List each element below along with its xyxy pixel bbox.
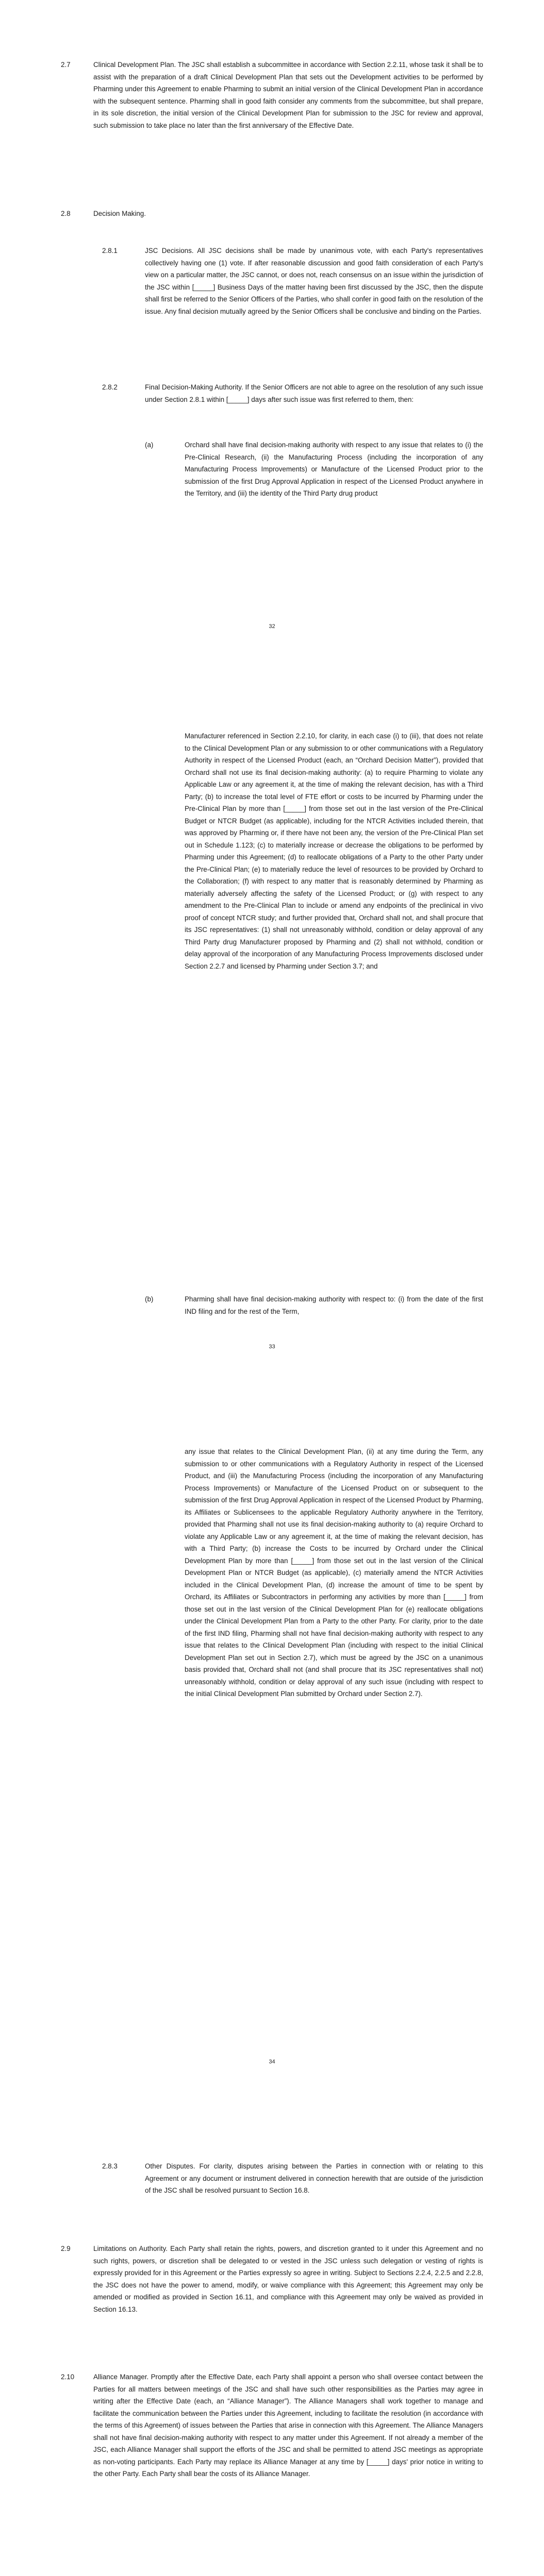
section-2-8-1-number: 2.8.1 — [102, 247, 118, 255]
clause-a-text-part1: Orchard shall have final decision-making authority with respect to any issue that relates to (i) the Pre-Clinical Research, (ii) the Manufacturing Process (including the incorporation of any Manufacturing Process Improvements) or Manufacture of the Licensed Product prior to the submission of the first Drug Approval Application in respect of the Licensed Product anywhere in the Territory, and (iii) the identity of the Third Party drug product — [185, 441, 483, 497]
clause-b-number: (b) — [145, 1295, 154, 1303]
section-2-8-1-text: JSC Decisions. All JSC decisions shall be made by unanimous vote, with each Party's representatives collectively having one (1) vote. If after reasonable discussion and good faith consideration of each Party's view on a particular matter, the JSC cannot, or does not, reach consensus on an issue within the jurisdiction of the JSC within [_____] Business Days of the matter having been first discussed by the JSC, then the dispute shall first be referred to the Senior Officers of the Parties, who shall confer in good faith on the resolution of the issue. Any final decision mutually agreed by the Senior Officers shall be conclusive and binding on the Parties. — [145, 247, 483, 315]
page-number: 33 — [269, 1344, 275, 1350]
section-2-8-3-text: Other Disputes. For clarity, disputes arising between the Parties in connection with or relating to this Agreement or any document or instrument delivered in connection herewith that are outside of the jurisdiction of the JSC shall be resolved pursuant to Section 16.8. — [145, 2162, 483, 2194]
section-2-8-3-number: 2.8.3 — [102, 2162, 118, 2170]
section-2-8-2-text: Final Decision-Making Authority. If the Senior Officers are not able to agree on the resolution of any such issue under Section 2.8.1 within [_____] days after such issue was first referred to them, then: — [145, 383, 483, 403]
section-2-10-text: Alliance Manager. Promptly after the Effective Date, each Party shall appoint a person who shall oversee contact between the Parties for all matters between meetings of the JSC and shall have such other responsibilities as the Parties may agree in writing after the Effective Date (each, an “Alliance Manager”). The Alliance Managers shall work together to manage and facilitate the communication between the Parties under this Agreement, including to facilitate the resolution (in accordance with the terms of this Agreement) of issues between the Parties that arise in connection with this Agreement. The Alliance Managers shall not have final decision-making authority with respect to any matter under this Agreement. If not already a member of the JSC, each Alliance Manager shall support the efforts of the JSC and shall be permitted to attend JSC meetings as appropriate as non-voting participants. Each Party may replace its Alliance Manager at any time by [_____] days' prior notice in writing to the other Party. Each Party shall bear the costs of its Alliance Manager. — [93, 2373, 483, 2478]
section-2-8-2-number: 2.8.2 — [102, 383, 118, 391]
section-2-9-number: 2.9 — [61, 2245, 71, 2252]
page-number: 34 — [269, 2059, 275, 2065]
section-2-7-number: 2.7 — [61, 61, 71, 69]
page-number: 32 — [269, 623, 275, 630]
section-2-9-text: Limitations on Authority. Each Party shall retain the rights, powers, and discretion granted to it under this Agreement and no such rights, powers, or discretion shall be delegated to or vested in the JSC unless such delegation or vesting of rights is expressly provided for in this Agreement or the Parties expressly so agree in writing. Subject to Sections 2.2.4, 2.2.5 and 2.2.8, the JSC does not have the power to amend, modify, or waive compliance with this Agreement; this Agreement may only be amended or modified as provided in Section 16.11, and compliance with this Agreement may only be waived as provided in Section 16.13. — [93, 2245, 483, 2313]
clause-b-text-part1: Pharming shall have final decision-making authority with respect to: (i) from the date of the first IND filing and for the rest of the Term, — [185, 1295, 483, 1315]
clause-a-text-part2: Manufacturer referenced in Section 2.2.10, for clarity, in each case (i) to (iii), that does not relate to the Clinical Development Plan or any submission to or other communications with a Regulatory Authority in respect of the Licensed Product (each, an “Orchard Decision Matter”), provided that Orchard shall not use its final decision-making authority: (a) to require Pharming to violate any Applicable Law or any agreement it, at the time of making the relevant decision, has with a Third Party; (b) to increase the total level of FTE effort or costs to be incurred by Pharming under the Pre-Clinical Plan by more than [_____] from those set out in the last version of the Pre-Clinical Budget or NTCR Budget (as applicable), including for the NTCR Activities included therein, that was approved by Pharming or, if there have not been any, the version of the Pre-Clinical Plan set out in Schedule 1.123; (c) to materially increase or decrease the obligations to be performed by Pharming under this Agreement; (d) to reallocate obligations of a Party to the other Party under the Pre-Clinical Plan; (e) to materially reduce the level of resources to be provided by Orchard to the Collaboration; (f) with respect to any matter that is reasonably determined by Pharming as materially adversely affecting the safety of the Licensed Product; or (g) with respect to any amendment to the Pre-Clinical Plan to include or amend any endpoints of the preclinical in vivo proof of concept NTCR study; and further provided that, Orchard shall not, and shall procure that its JSC representatives: (1) shall not unreasonably withhold, condition or delay approval of any Third Party drug Manufacturer proposed by Pharming and (2) shall not withhold, condition or delay approval of the incorporation of any Manufacturing Process Improvements disclosed under Section 2.2.7 and licensed by Pharming under Section 3.7; and — [185, 732, 483, 970]
section-2-7-text: Clinical Development Plan. The JSC shall establish a subcommittee in accordance with Section 2.2.11, whose task it shall be to assist with the preparation of a draft Clinical Development Plan that sets out the Development activities to be performed by Pharming under this Agreement to enable Pharming to submit an initial version of the Clinical Development Plan in accordance with the subsequent sentence. Pharming shall in good faith consider any comments from the subcommittee, but shall prepare, in its sole discretion, the initial version of the Clinical Development Plan for submission to the JSC for review and approval, such submission to take place no later than the first anniversary of the Effective Date. — [93, 61, 483, 129]
section-2-10-number: 2.10 — [61, 2373, 75, 2381]
clause-a-number: (a) — [145, 441, 154, 449]
section-2-8-heading: Decision Making. — [93, 210, 146, 217]
clause-b-text-part2: any issue that relates to the Clinical Development Plan, (ii) at any time during the Term, any submission to or other communications with a Regulatory Authority in respect of the Licensed Product, and (iii) the Manufacturing Process (including the incorporation of any Manufacturing Process Improvements) or Manufacture of the Licensed Product on or subsequent to the submission of the first Drug Approval Application in respect of the Licensed Product by Pharming, its Affiliates or Sublicensees to the applicable Regulatory Authority anywhere in the Territory, provided that Pharming shall not use its final decision-making authority to (a) require Orchard to violate any Applicable Law or any agreement it, at the time of making the relevant decision, has with a Third Party; (b) increase the Costs to be incurred by Orchard under the Clinical Development Plan by more than [_____] from those set out in the last version of the Clinical Development Plan or NTCR Budget (as applicable), (c) materially amend the NTCR Activities included in the Clinical Development Plan, (d) increase the amount of time to be spent by Orchard, its Affiliates or Subcontractors in performing any activities by more than [_____] from those set out in the last version of the Clinical Development Plan for (e) reallocate obligations under the Clinical Development Plan from a Party to the other Party. For clarity, prior to the date of the first IND filing, Pharming shall not have final decision-making authority with respect to any issue that relates to the Clinical Development Plan (including with respect to the initial Clinical Development Plan set out in Section 2.7), which must be agreed by the JSC on a unanimous basis provided that, Orchard shall not (and shall procure that its JSC representatives shall not) unreasonably withhold, condition or delay approval of any such issue (including with respect to the initial Clinical Development Plan submitted by Orchard under Section 2.7). — [185, 1448, 483, 1698]
section-2-8-number: 2.8 — [61, 210, 71, 217]
